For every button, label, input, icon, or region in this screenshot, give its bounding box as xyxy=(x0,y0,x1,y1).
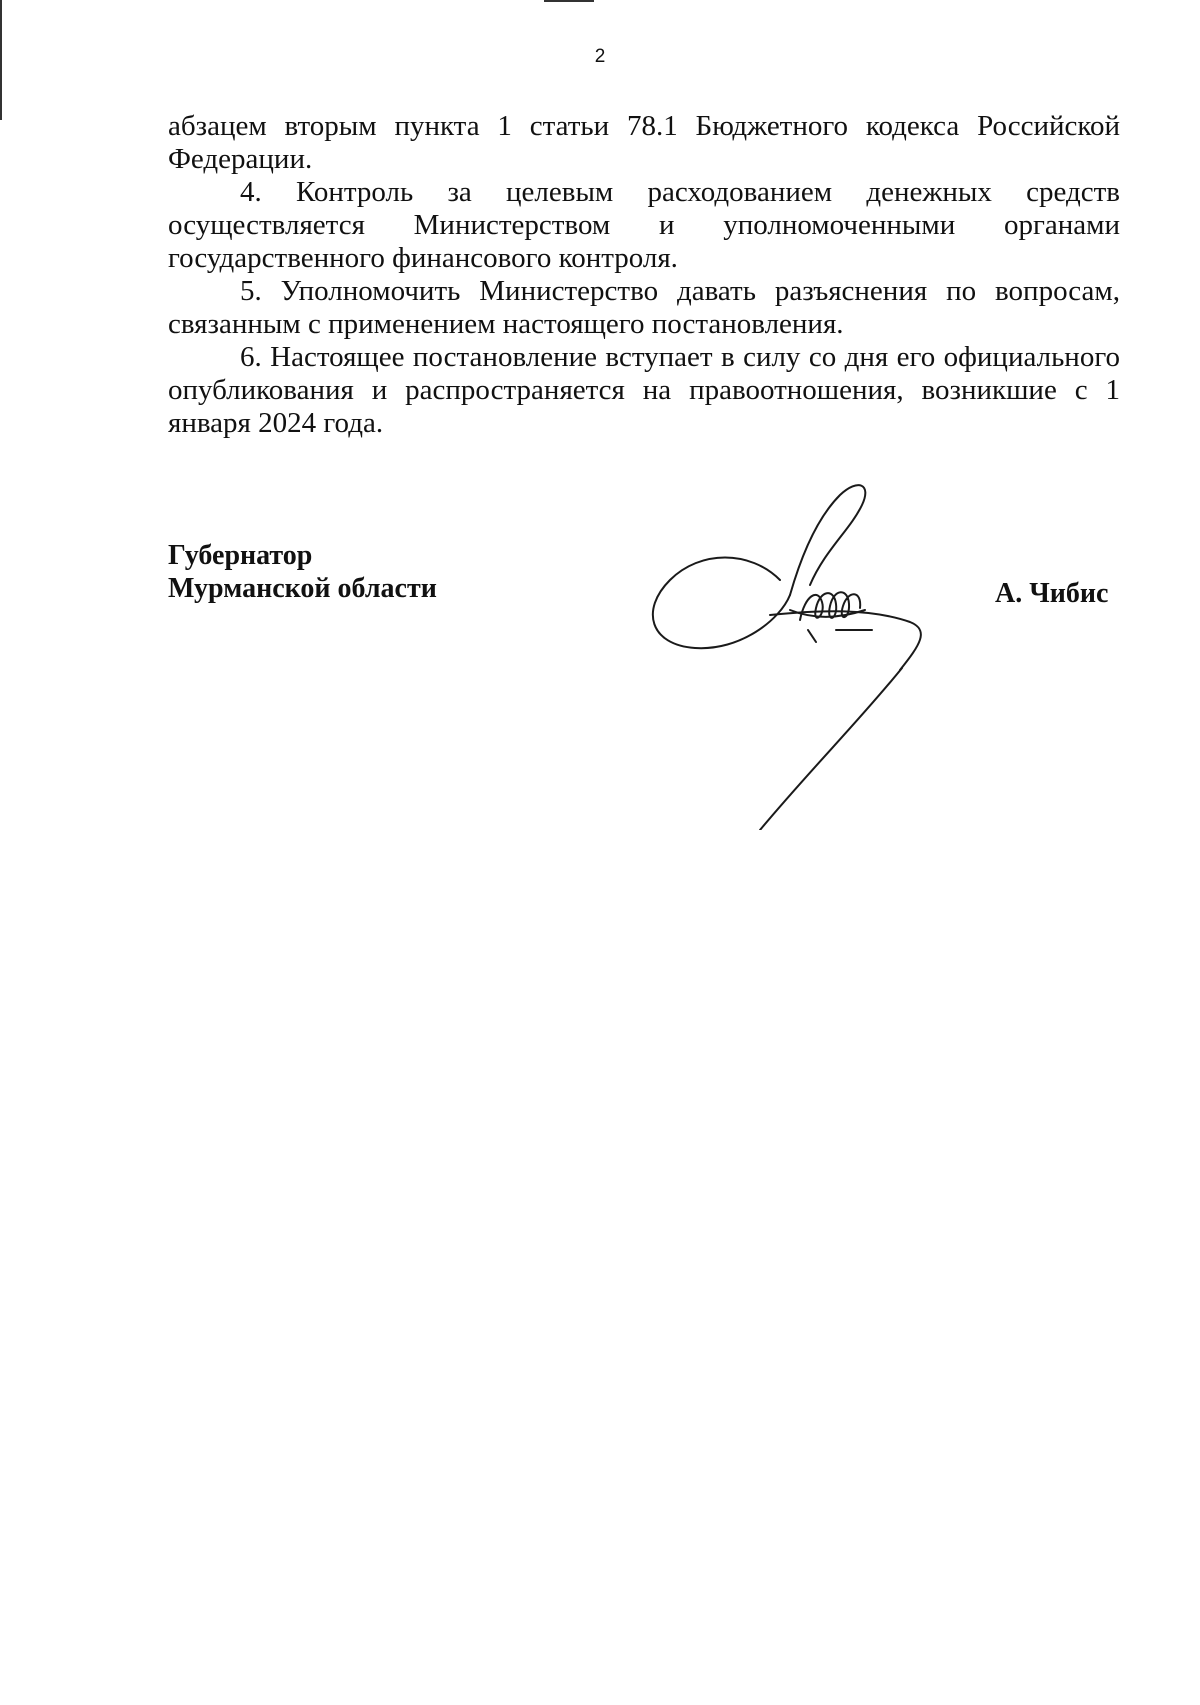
signer-title: Губернатор xyxy=(168,540,313,571)
paragraph-item-6: 6. Настоящее постановление вступает в силу со дня его официального опубликования и распространяется на правоотношения, возникшие с 1 января 2024 года. xyxy=(168,341,1120,439)
page-number: 2 xyxy=(594,46,606,67)
document-body xyxy=(168,110,1120,440)
signer-position xyxy=(168,539,437,605)
signer-region: Мурманской области xyxy=(168,573,437,604)
paragraph-continuation: абзацем вторым пункта 1 статьи 78.1 Бюджетного кодекса Российской Федерации. xyxy=(168,110,1120,175)
paragraph-item-4: 4. Контроль за целевым расходованием денежных средств осуществляется Министерством и уполномоченными органами государственного финансового контроля. xyxy=(168,176,1120,274)
signer-name: А. Чибис xyxy=(995,578,1109,609)
handwritten-signature-icon xyxy=(640,470,970,830)
paragraph-item-5: 5. Уполномочить Министерство давать разъяснения по вопросам, связанным с применением настоящего постановления. xyxy=(168,275,1120,340)
scan-top-mark xyxy=(544,0,594,2)
